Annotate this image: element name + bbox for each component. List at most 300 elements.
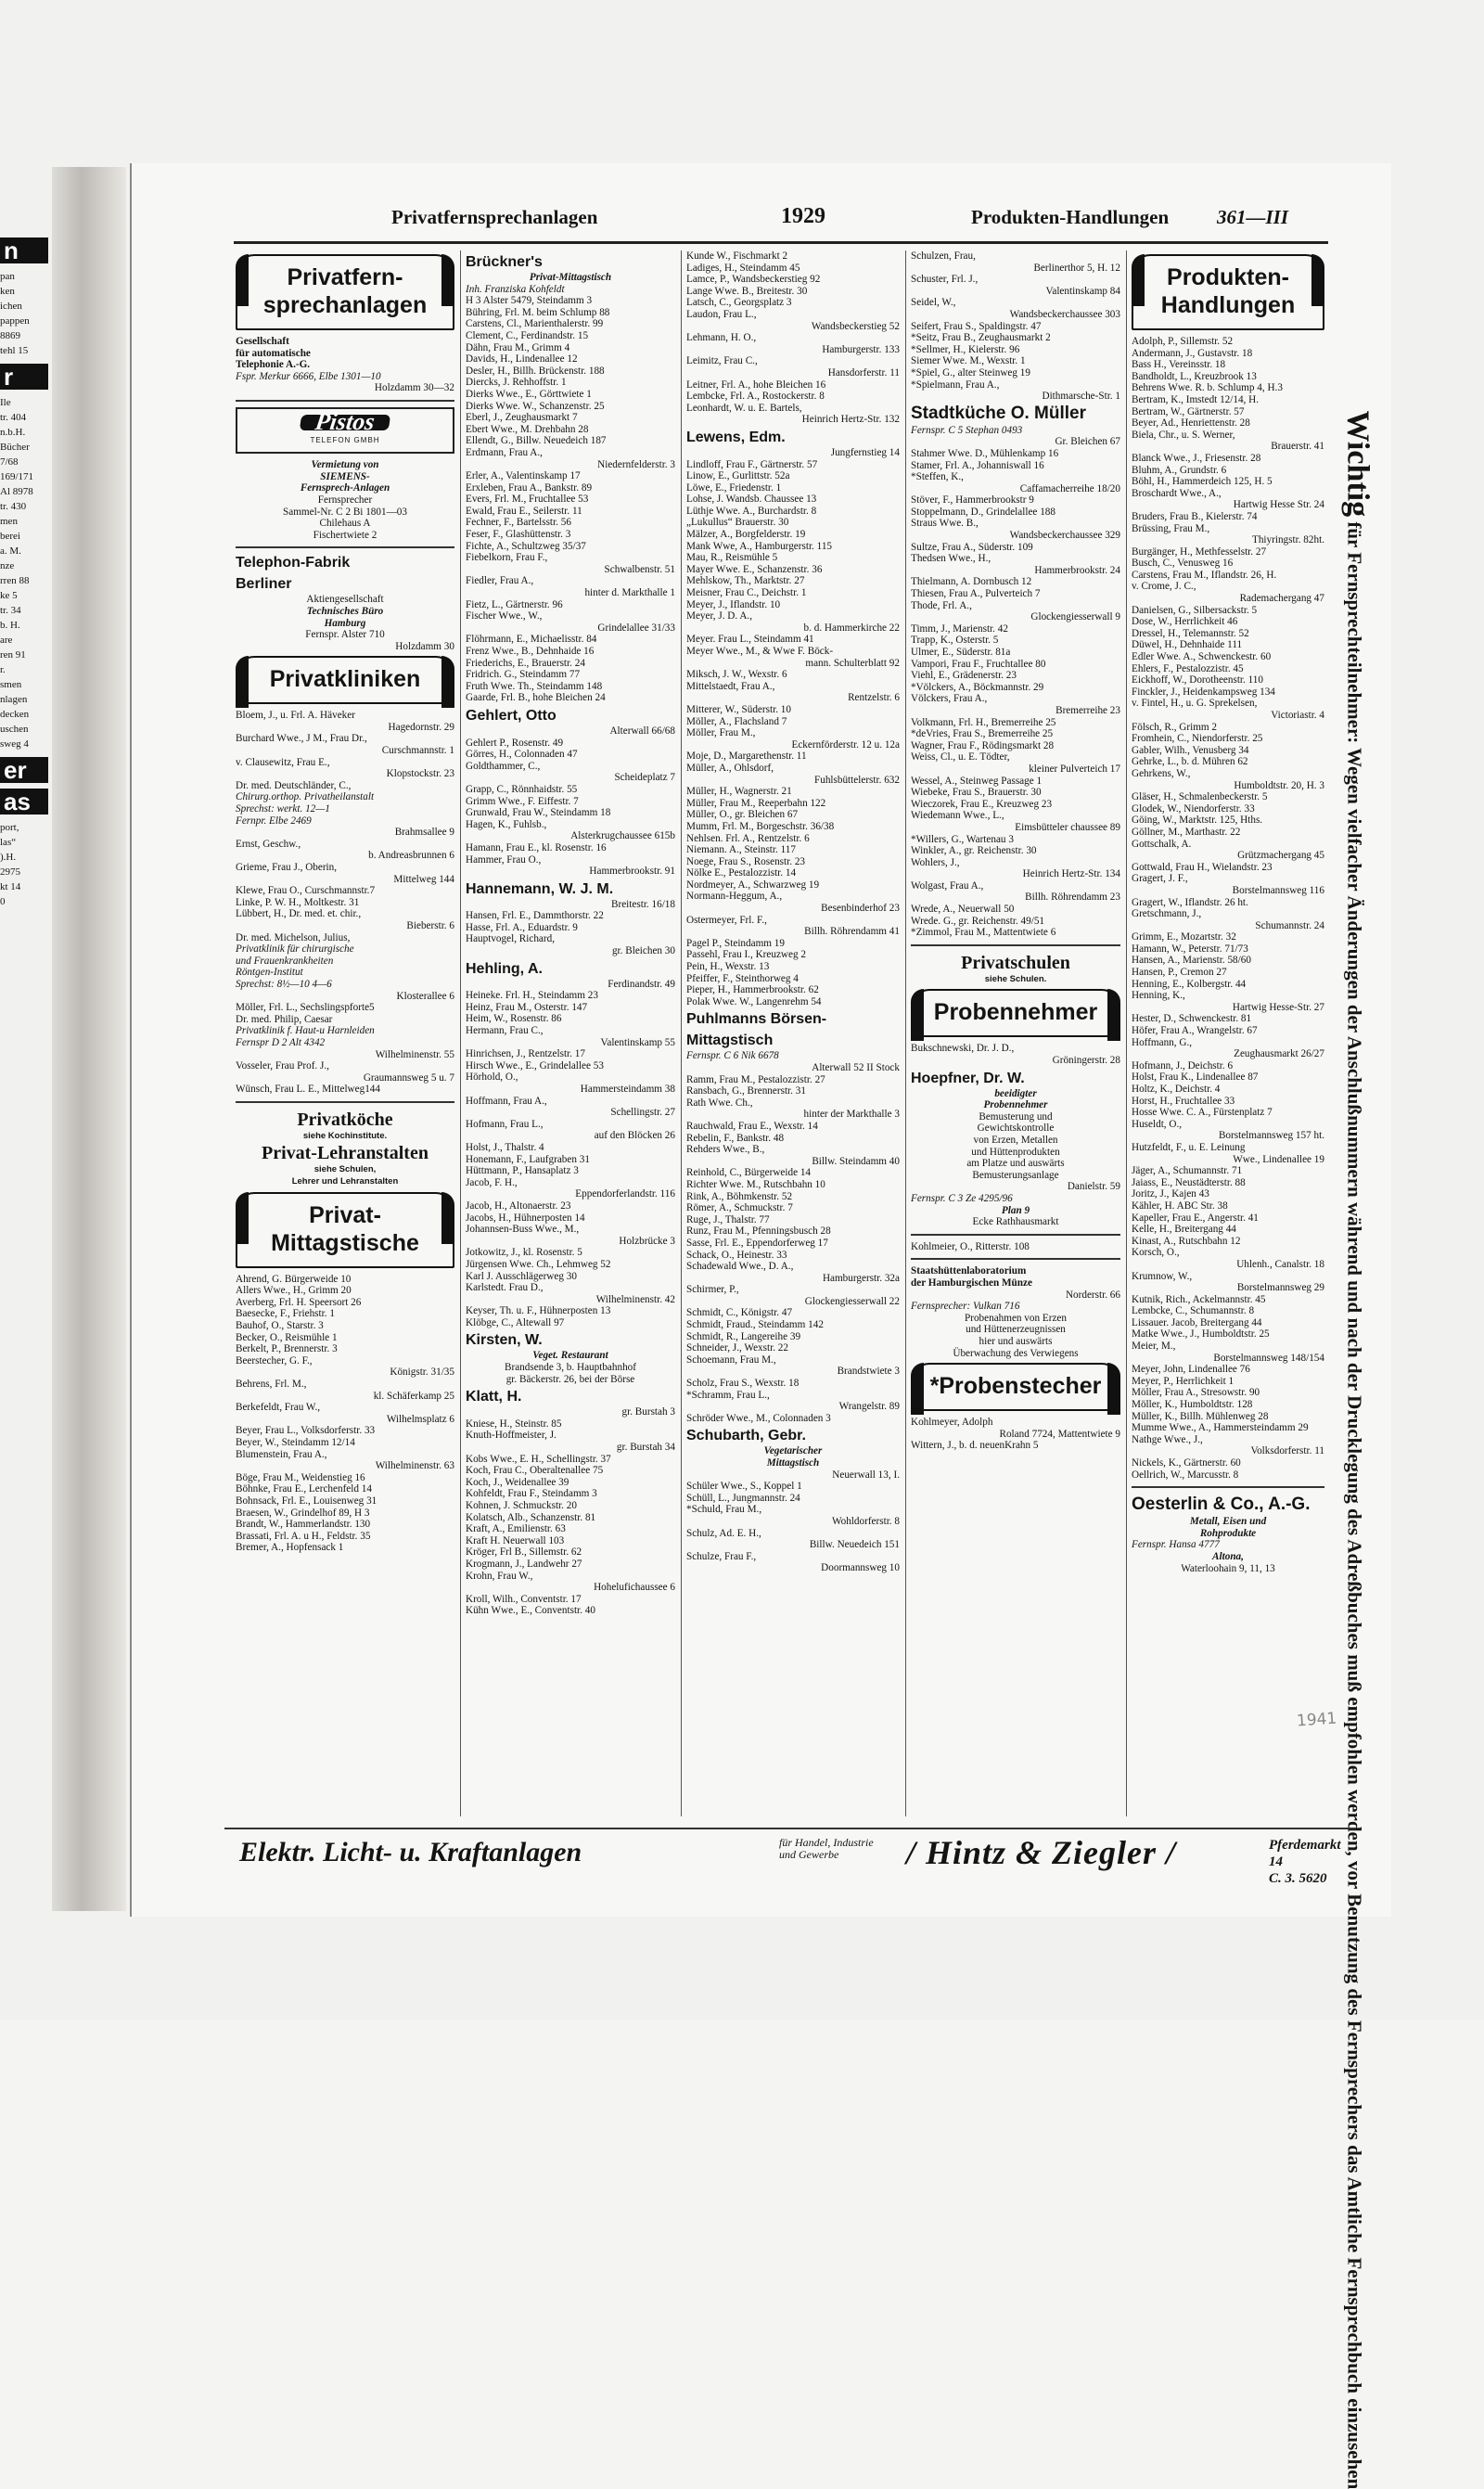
directory-entry: Nölke E., Pestalozzistr. 14: [686, 867, 797, 879]
cross-reference-note: Lehrer und Lehranstalten: [291, 1176, 399, 1187]
section-rule: [911, 1234, 1120, 1236]
directory-entry: Gläser, H., Schmalenbeckerstr. 5: [1132, 791, 1268, 803]
previous-page-fragment: smen: [0, 679, 22, 690]
column-divider: [905, 250, 906, 1816]
directory-entry-address: Hamburgerstr. 133: [822, 343, 900, 355]
directory-entry-address: Holzbrücke 3: [619, 1235, 675, 1247]
footer-ad-mid-line1: für Handel, Industrie: [779, 1836, 874, 1849]
directory-entry: Schmidt, C., Königstr. 47: [686, 1307, 793, 1319]
directory-entry: Dressel, H., Telemannstr. 52: [1132, 627, 1249, 639]
directory-entry-address: Hartwig Hesse Str. 24: [1233, 499, 1324, 511]
directory-entry-address: Holzdamm 30: [395, 640, 454, 652]
directory-entry-address: Hartwig Hesse-Str. 27: [1232, 1001, 1324, 1013]
directory-entry: Leonhardt, W. u. E. Bartels,: [686, 402, 802, 414]
directory-entry: Meisner, Frau C., Deichstr. 1: [686, 587, 807, 599]
directory-entry: Kohlmeyer, Adolph: [911, 1417, 993, 1429]
previous-page-fragment: tehl 15: [0, 345, 29, 356]
header-section-right: Produkten-Handlungen: [971, 206, 1170, 228]
directory-entry: Lüthje Wwe. A., Burchardstr. 8: [686, 505, 817, 517]
directory-entry: Allers Wwe., H., Grimm 20: [236, 1285, 352, 1297]
previous-page-fragment: tr. 430: [0, 501, 27, 512]
directory-entry: Wolgast, Frau A.,: [911, 879, 984, 892]
directory-entry-address: kleiner Pulverteich 17: [1029, 763, 1120, 775]
directory-entry: Keyser, Th. u. F., Hühnerposten 13: [466, 1305, 611, 1317]
directory-entry: Trapp, K., Osterstr. 5: [911, 635, 999, 647]
directory-entry-address: Wrangelstr. 89: [838, 1401, 900, 1413]
directory-entry-address: Thiyringstr. 82ht.: [1251, 534, 1324, 546]
directory-entry-address: Wwe., Lindenallee 19: [1233, 1153, 1324, 1165]
advertiser-detail: Sprechst: werkt. 12—1: [236, 803, 330, 815]
advertiser-name: Schubarth, Gebr.: [686, 1428, 806, 1444]
directory-entry: Hörhold, O.,: [466, 1071, 518, 1084]
directory-entry: Pieper, H., Hammerbrookstr. 62: [686, 984, 819, 996]
directory-entry: Henning, K.,: [1132, 990, 1185, 1002]
column-3: [686, 250, 900, 1818]
directory-entry: Gehlert P., Rosenstr. 49: [466, 737, 564, 749]
previous-page-fragment: sweg 4: [0, 738, 29, 750]
directory-entry: Thedsen Wwe., H.,: [911, 553, 991, 565]
directory-entry: Joritz, J., Kajen 43: [1132, 1188, 1209, 1200]
directory-entry: Ulmer, E., Süderstr. 81a: [911, 647, 1011, 658]
directory-entry: „Lukullus“ Brauerstr. 30: [686, 517, 789, 529]
advertiser-name: Staatshüttenlaboratorium: [911, 1265, 1027, 1277]
directory-entry: Wrede. G., gr. Reichenstr. 49/51: [911, 915, 1045, 927]
directory-entry: Müller, H., Wagnerstr. 21: [686, 786, 792, 798]
directory-entry: Mittelstaedt, Frau A.,: [686, 680, 775, 692]
advertiser-tagline: Veget. Restaurant: [532, 1350, 608, 1362]
directory-entry: *Steffen, K.,: [911, 471, 964, 483]
directory-entry-address: mann. Schulterblatt 92: [805, 657, 900, 669]
directory-entry: Stahmer Wwe. D., Mühlenkamp 16: [911, 447, 1059, 459]
directory-entry: Glodek, W., Niendorferstr. 33: [1132, 802, 1255, 815]
directory-entry: Feser, F., Glashüttenstr. 3: [466, 529, 571, 541]
directory-entry: Carstens, Frau M., Iflandstr. 26, H.: [1132, 569, 1277, 581]
directory-entry: Hermann, Frau C.,: [466, 1025, 544, 1037]
directory-entry-address: Wilhelminenstr. 55: [375, 1048, 454, 1060]
directory-entry-address: Wilhelminenstr. 63: [375, 1460, 454, 1472]
directory-entry: Braesen, W., Grindelhof 89, H 3: [236, 1507, 370, 1519]
directory-entry-address: Hamburgerstr. 32a: [822, 1272, 900, 1284]
directory-entry: Hoffmann, Frau A.,: [466, 1095, 547, 1107]
directory-entry: Volkmann, Frl. H., Bremerreihe 25: [911, 716, 1056, 728]
directory-entry: Lübbert, H., Dr. med. et. chir.,: [236, 908, 362, 920]
directory-entry: Stöver, F., Hammerbrookstr 9: [911, 494, 1034, 507]
directory-entry-address: hinter der Markthalle 3: [803, 1109, 900, 1121]
directory-entry: Kühn Wwe., E., Conventstr. 40: [466, 1605, 595, 1617]
directory-entry: Burchard Wwe., J M., Frau Dr.,: [236, 733, 367, 745]
directory-entry: Schüler Wwe., S., Koppel 1: [686, 1481, 802, 1493]
previous-page-fragment: r: [0, 364, 48, 390]
directory-entry: Siemer Wwe. M., Wexstr. 1: [911, 355, 1026, 367]
directory-entry: Horst, H., Fruchtallee 33: [1132, 1095, 1235, 1107]
section-rule: [911, 1258, 1120, 1260]
directory-entry-address: Breitestr. 16/18: [611, 898, 675, 910]
previous-page-fragment: uschen: [0, 724, 29, 735]
directory-entry: Stoppelmann, D., Grindelallee 188: [911, 506, 1055, 518]
directory-entry: Grieme, Frau J., Oberin,: [236, 862, 338, 873]
directory-entry: Fölsch, R., Grimm 2: [1132, 721, 1217, 733]
directory-entry: Broschardt Wwe., A.,: [1132, 487, 1222, 499]
directory-entry-address: Holzdamm 30—32: [374, 382, 454, 394]
directory-entry: Matke Wwe., J., Humboldtstr. 25: [1132, 1328, 1270, 1341]
category-heading: Privat- Mittagstische: [236, 1192, 454, 1268]
directory-entry: Sultze, Frau A., Süderstr. 109: [911, 541, 1033, 553]
directory-entry-address: Neuerwall 13, I.: [832, 1469, 900, 1481]
previous-page-fragment: pan: [0, 271, 15, 282]
previous-page-fragment: n: [0, 237, 48, 263]
directory-entry: Lissauer. Jacob, Breitergang 44: [1132, 1316, 1262, 1328]
previous-page-fragment: nze: [0, 560, 15, 571]
directory-entry-address: Billw. Neuedeich 151: [809, 1539, 900, 1551]
directory-entry: Kapeller, Frau E., Angerstr. 41: [1132, 1212, 1259, 1224]
advertiser-name: Hoepfner, Dr. W.: [911, 1070, 1025, 1086]
directory-entry: Viehl, E., Grädenerstr. 23: [911, 670, 1017, 682]
directory-entry: Gehrkens, W.,: [1132, 767, 1191, 779]
directory-entry: Baesecke, F., Friehstr. 1: [236, 1308, 335, 1320]
directory-entry: Schadewald Wwe., D. A.,: [686, 1261, 794, 1273]
side-notice-title: Wichtig: [1340, 410, 1375, 518]
header-year: 1929: [781, 204, 825, 228]
directory-entry: Lohse, J. Wandsb. Chaussee 13: [686, 494, 817, 506]
directory-entry: Hofmann, Frau L.,: [466, 1118, 544, 1130]
directory-entry: Müller, O., gr. Bleichen 67: [686, 809, 799, 821]
directory-entry: Erler, A., Valentinskamp 17: [466, 470, 581, 482]
directory-entry: Klewe, Frau O., Curschmannstr.7: [236, 885, 376, 897]
directory-entry: Göing, W., Marktstr. 125, Hths.: [1132, 815, 1263, 827]
directory-entry: Nathge Wwe., J.,: [1132, 1433, 1203, 1445]
footer-ad-address-line2: C. 3. 5620: [1269, 1871, 1327, 1886]
previous-page-fragment: kt 14: [0, 881, 21, 892]
directory-entry: Beyer, Frau L., Volksdorferstr. 33: [236, 1425, 376, 1437]
directory-entry: Meyer. Frau L., Steindamm 41: [686, 634, 814, 646]
directory-entry-address: Gr. Bleichen 67: [1055, 436, 1120, 448]
directory-entry: Wiebeke, Frau S., Brauerstr. 30: [911, 787, 1042, 799]
directory-entry: Beyer, W., Steindamm 12/14: [236, 1436, 355, 1448]
directory-entry: Schüll, L., Jungmannstr. 24: [686, 1492, 800, 1504]
directory-entry: Jacobs, H., Hühnerposten 14: [466, 1212, 585, 1224]
previous-page-fragment: ).H.: [0, 852, 17, 863]
directory-entry: Kraft, A., Emilienstr. 63: [466, 1523, 566, 1535]
directory-entry-address: Caffamacherreihe 18/20: [1019, 482, 1120, 494]
directory-entry: Jotkowitz, J., kl. Rosenstr. 5: [466, 1247, 582, 1259]
directory-entry: Fromhein, C., Niendorferstr. 25: [1132, 733, 1263, 745]
directory-entry: Seidel, W.,: [911, 297, 956, 309]
directory-entry: Möller, Frau A., Stresowstr. 90: [1132, 1387, 1260, 1399]
advertiser-detail: Waterloohain 9, 11, 13: [1181, 1562, 1275, 1574]
directory-entry-address: Berlinerthor 5, H. 12: [1033, 262, 1120, 274]
directory-entry: Fischer Wwe., W.,: [466, 610, 543, 622]
directory-entry: Kroll, Wilh., Conventstr. 17: [466, 1593, 582, 1605]
directory-entry-address: Hagedornstr. 29: [388, 721, 454, 733]
directory-entry: Diercks, J. Rehhoffstr. 1: [466, 377, 567, 389]
advertiser-name: Brückner's: [466, 254, 543, 270]
section-rule: [236, 1101, 454, 1103]
directory-entry: Lindloff, Frau F., Gärtnerstr. 57: [686, 458, 818, 470]
directory-entry: Kohnen, J. Schmuckstr. 20: [466, 1500, 577, 1511]
directory-entry: Linow, E., Gurlittstr. 52a: [686, 470, 790, 482]
directory-entry-address: Fuhlsbüttelerstr. 632: [814, 774, 900, 786]
directory-entry-address: Wilhelminenstr. 42: [595, 1293, 675, 1305]
advertiser-detail: Probenahmen von Erzen: [965, 1312, 1067, 1324]
directory-entry: Schulz, Ad. E. H.,: [686, 1527, 761, 1539]
column-2: [466, 250, 675, 1818]
directory-entry: Meyer, John, Lindenallee 76: [1132, 1364, 1250, 1376]
directory-entry: v. Fintel, H., u. G. Sprekelsen,: [1132, 698, 1258, 710]
directory-entry: Bühring, Frl. M. beim Schlump 88: [466, 306, 610, 318]
directory-entry: Gottwald, Frau H., Wielandstr. 23: [1132, 861, 1273, 873]
directory-entry: *Sellmer, H., Kielerstr. 96: [911, 343, 1020, 355]
directory-entry: Brüssing, Frau M.,: [1132, 522, 1210, 534]
directory-entry: Mitterer, W., Süderstr. 10: [686, 703, 791, 715]
directory-entry: Schröder Wwe., M., Colonnaden 3: [686, 1412, 831, 1424]
advertiser-name: für automatische: [236, 347, 311, 359]
directory-entry: Ahrend, G. Bürgerweide 10: [236, 1273, 352, 1285]
directory-entry: Kniese, H., Steinstr. 85: [466, 1418, 562, 1430]
advertiser-detail: Fernpr. Elbe 2469: [236, 815, 312, 827]
directory-entry: Eickhoff, W., Dorotheenstr. 110: [1132, 674, 1263, 686]
directory-entry: Busch, C., Venusweg 16: [1132, 558, 1234, 570]
advertiser-detail: Fernspr. Hansa 4777: [1132, 1539, 1220, 1551]
directory-entry-address: Humboldtstr. 20, H. 3: [1234, 779, 1324, 791]
directory-entry-address: Heinrich Hertz-Str. 132: [801, 414, 900, 426]
directory-entry: Meyer, J., Iflandstr. 10: [686, 598, 781, 610]
category-heading: *Probenstecher: [911, 1363, 1120, 1411]
footer-ad-left: Elektr. Licht- u. Kraftanlagen: [239, 1837, 582, 1867]
directory-entry: Lamce, P., Wandsbeckerstieg 92: [686, 274, 821, 286]
directory-entry-address: gr. Bleichen 30: [611, 945, 675, 957]
directory-entry: Schmidt, R., Langereihe 39: [686, 1330, 801, 1342]
directory-entry: Heineke. Frl. H., Steindamm 23: [466, 990, 598, 1002]
directory-entry: Noege, Frau S., Rosenstr. 23: [686, 855, 806, 867]
directory-entry: Fruth Wwe. Th., Steindamm 148: [466, 680, 603, 692]
directory-entry-address: Hammerbrookstr. 24: [1034, 564, 1120, 576]
previous-page-fragment: 169/171: [0, 471, 34, 482]
directory-entry-address: Alterwall 66/68: [609, 725, 675, 737]
directory-entry-address: Valentinskamp 55: [600, 1036, 675, 1048]
advertiser-detail: Fernspr. Alster 710: [305, 629, 385, 641]
directory-entry-address: hinter d. Markthalle 1: [584, 587, 675, 599]
directory-entry: Meier, M.,: [1132, 1341, 1176, 1353]
previous-page-fragment: ren 91: [0, 649, 26, 661]
directory-entry-address: Zeughausmarkt 26/27: [1234, 1048, 1324, 1060]
previous-page-fragment: 8869: [0, 330, 20, 341]
column-1: [236, 250, 454, 1818]
directory-entry-address: Rademachergang 47: [1239, 593, 1324, 605]
directory-entry-address: Glockengiesserwall 9: [1030, 611, 1120, 623]
previous-page-fragment: Bücher: [0, 442, 30, 453]
directory-entry: v. Clausewitz, Frau E.,: [236, 756, 330, 768]
directory-entry: Hansen, P., Cremon 27: [1132, 967, 1227, 979]
directory-entry-address: Grindelallee 31/33: [597, 622, 675, 634]
directory-entry: Laudon, Frau L.,: [686, 308, 757, 320]
directory-entry-address: Brandstwiete 3: [837, 1366, 900, 1378]
directory-entry: Winkler, A., gr. Reichenstr. 30: [911, 845, 1037, 857]
directory-entry-address: Ferdinandstr. 49: [608, 978, 675, 990]
directory-entry: Johannsen-Buss Wwe., M.,: [466, 1224, 580, 1236]
previous-page-fragment: rren 88: [0, 575, 30, 586]
directory-entry: Schmidt, Fraud., Steindamm 142: [686, 1319, 824, 1331]
previous-page-fragment: 7/68: [0, 456, 19, 468]
directory-entry: Normann-Heggum, A.,: [686, 891, 783, 903]
directory-entry: Mayer Wwe. E., Schanzenstr. 36: [686, 563, 823, 575]
directory-entry: Vosseler, Frau Prof. J.,: [236, 1060, 329, 1072]
directory-entry: Hauptvogel, Richard,: [466, 933, 556, 945]
directory-entry-address: Hohelufichaussee 6: [594, 1582, 675, 1594]
directory-entry: Gaarde, Frl. B., hohe Bleichen 24: [466, 692, 606, 704]
previous-page-fragment: Al 8978: [0, 486, 33, 497]
directory-entry: *Spiel, G., alter Steinweg 19: [911, 366, 1030, 378]
directory-entry: Böhnke, Frau E., Lerchenfeld 14: [236, 1483, 372, 1495]
advertiser-detail: Sprechst: 8½—10 4—6: [236, 978, 332, 990]
directory-entry: Andermann, J., Gustavstr. 18: [1132, 347, 1253, 359]
directory-entry: Holst, Frau K., Lindenallee 87: [1132, 1071, 1259, 1084]
section-rule: [911, 944, 1120, 946]
directory-entry-address: Borstelmannsweg 148/154: [1213, 1352, 1324, 1364]
directory-entry: Wessel, A., Steinweg Passage 1: [911, 775, 1043, 787]
previous-page-fragment: berei: [0, 531, 20, 542]
directory-entry: Ruge, J., Thalstr. 77: [686, 1213, 770, 1225]
directory-entry-address: Klopstockstr. 23: [386, 768, 454, 780]
advertiser-detail: und Hüttenprodukten: [971, 1146, 1060, 1158]
directory-entry-address: Schumannstr. 24: [1255, 919, 1324, 931]
directory-entry-address: Niedernfelderstr. 3: [597, 458, 675, 470]
advertiser-name: Hannemann, W. J. M.: [466, 880, 614, 897]
advertiser-detail: Chirurg.orthop. Privatheilanstalt: [236, 791, 375, 803]
directory-entry: Hansen, A., Marienstr. 58/60: [1132, 955, 1251, 967]
directory-entry: Hasse, Frl. A., Eduardstr. 9: [466, 921, 578, 933]
advertiser-tagline: Vegetarischer: [763, 1445, 823, 1457]
header-rule: [234, 241, 1328, 244]
advertiser-tagline: Vermietung von: [311, 459, 379, 471]
directory-entry: Heim, W., Rosenstr. 86: [466, 1013, 562, 1025]
advertiser-name: der Hamburgischen Münze: [911, 1277, 1032, 1289]
directory-entry: Ransbach, G., Brennerstr. 31: [686, 1085, 806, 1097]
advertiser-detail: Aktiengesellschaft: [306, 594, 384, 606]
directory-entry: Kohlmeier, O., Ritterstr. 108: [911, 1240, 1030, 1252]
advertiser-name: Kirsten, W.: [466, 1332, 543, 1349]
directory-entry: Vampori, Frau F., Fruchtallee 80: [911, 658, 1046, 670]
directory-entry: Beerstecher, G. F.,: [236, 1354, 313, 1366]
directory-entry: Kelle, H., Breitergang 44: [1132, 1224, 1236, 1236]
previous-page-fragment: pappen: [0, 315, 30, 327]
directory-entry: Ernst, Geschw.,: [236, 838, 301, 850]
directory-entry-address: Königstr. 31/35: [390, 1366, 454, 1379]
directory-entry: Carstens, Cl., Marienthalerstr. 99: [466, 318, 604, 330]
previous-page-fragment: as: [0, 789, 48, 815]
directory-entry-address: Danielstr. 59: [1067, 1181, 1120, 1193]
cross-reference-heading: Privat-Lehranstalten: [262, 1143, 429, 1164]
directory-entry: Blumenstein, Frau A.,: [236, 1448, 327, 1460]
pencil-annotation: 1941: [1296, 1709, 1337, 1731]
directory-entry-address: Heinrich Hertz-Str. 134: [1022, 868, 1120, 880]
cross-reference-note: siehe Kochinstitute.: [302, 1130, 388, 1141]
previous-page-fragment: las“: [0, 837, 17, 848]
advertiser-detail: Fernsprecher: Vulkan 716: [911, 1301, 1020, 1313]
directory-entry: Wiedemann Wwe., L.,: [911, 810, 1004, 822]
directory-entry: Timm, J., Marienstr. 42: [911, 622, 1008, 635]
directory-entry-address: Mittelweg 144: [393, 873, 454, 885]
directory-entry-address: Uhlenh., Canalstr. 18: [1236, 1258, 1324, 1270]
directory-entry-address: Gröningerstr. 28: [1052, 1055, 1120, 1067]
directory-entry: Bremer, A., Hopfensack 1: [236, 1542, 344, 1554]
advertiser-detail: Bemusterung und: [979, 1110, 1053, 1123]
footer-ad-company: / Hintz & Ziegler /: [906, 1834, 1177, 1871]
directory-entry: Desler, H., Billh. Brückenstr. 188: [466, 365, 605, 377]
running-header: [234, 206, 1328, 234]
directory-entry: Möller, K., Humboldtstr. 128: [1132, 1399, 1253, 1411]
directory-entry: Danielsen, G., Silbersackstr. 5: [1132, 604, 1258, 616]
directory-entry: Lembcke, Frl. A., Rostockerstr. 8: [686, 391, 825, 403]
directory-entry: Ehlers, F., Pestalozzistr. 45: [1132, 662, 1244, 674]
directory-entry: Klöbge, C., Altewall 97: [466, 1316, 565, 1328]
directory-entry: Bertram, W., Gärtnerstr. 57: [1132, 405, 1245, 417]
directory-entry: Hirsch Wwe., E., Grindelallee 53: [466, 1059, 604, 1071]
directory-entry: *Zimmol, Frau M., Mattentwiete 6: [911, 927, 1056, 939]
directory-entry: Grimm Wwe., F. Eiffestr. 7: [466, 795, 579, 807]
advertiser-tagline: Technisches Büro: [306, 605, 384, 617]
directory-entry: Bauhof, O., Starstr. 3: [236, 1320, 324, 1332]
directory-entry: Bloem, J., u. Frl. A. Häveker: [236, 710, 355, 722]
directory-entry: Gragert, J. F.,: [1132, 873, 1188, 885]
directory-entry: Fridrich. G., Steindamm 77: [466, 669, 581, 681]
previous-page-fragment: men: [0, 516, 18, 527]
side-notice: [1328, 395, 1384, 2489]
previous-page-fragment: nlagen: [0, 694, 28, 705]
directory-entry: Schirmer, P.,: [686, 1284, 739, 1296]
directory-entry: Bass H., Vereinsstr. 18: [1132, 359, 1226, 371]
directory-entry: Jäger, A., Schumannstr. 71: [1132, 1165, 1243, 1177]
directory-entry: Henning, E., Kolbergstr. 44: [1132, 978, 1247, 990]
previous-page-fragment: b. H.: [0, 620, 20, 631]
directory-entry-address: Schwalbenstr. 51: [604, 563, 675, 575]
directory-entry: Kinast, A., Rutschbahn 12: [1132, 1235, 1241, 1247]
directory-entry: Dierks Wwe. W., Schanzenstr. 25: [466, 400, 605, 412]
column-divider: [681, 250, 682, 1816]
previous-page-fragment: n.b.H.: [0, 427, 26, 438]
directory-entry: Korsch, O.,: [1132, 1247, 1180, 1259]
directory-entry-address: Brahmsallee 9: [394, 827, 454, 839]
directory-entry: Dähn, Frau M., Grimm 4: [466, 341, 570, 353]
directory-entry: Wrede, A., Neuerwall 50: [911, 904, 1015, 916]
directory-entry: Böhl, H., Hammerdeich 125, H. 5: [1132, 476, 1273, 488]
directory-entry: Richter Wwe. M., Rutschbahn 10: [686, 1178, 825, 1190]
directory-entry: Friederichs, E., Brauerstr. 24: [466, 657, 585, 669]
directory-entry: Bluhm, A., Grundstr. 6: [1132, 464, 1227, 476]
directory-entry: Düwel, H., Dehnhaide 111: [1132, 639, 1243, 651]
directory-entry: Wieczorek, Frau E., Kreuzweg 23: [911, 798, 1053, 810]
directory-entry: Lange Wwe. B., Breitestr. 30: [686, 285, 808, 297]
directory-entry: H 3 Alster 5479, Steindamm 3: [466, 295, 593, 307]
directory-entry: Bohnsack, Frl. E., Louisenweg 31: [236, 1495, 377, 1507]
directory-entry: Runz, Frau M., Pfenningsbusch 28: [686, 1225, 831, 1238]
directory-entry-address: Hammerbrookstr. 91: [589, 866, 675, 878]
column-4: [911, 250, 1120, 1818]
directory-entry: Heinz, Frau M., Osterstr. 147: [466, 1001, 588, 1013]
directory-entry-address: kl. Schäferkamp 25: [373, 1390, 454, 1402]
directory-page: [130, 163, 1391, 2489]
directory-entry-address: Alsterkrugchaussee 615b: [570, 830, 675, 842]
directory-entry-address: Glockengiesserwall 22: [804, 1295, 900, 1307]
advertiser-detail: Fernspr D 2 Alt 4342: [236, 1036, 326, 1048]
directory-entry: Koch, Frau C., Oberaltenallee 75: [466, 1465, 604, 1477]
previous-page-fragment: decken: [0, 709, 30, 720]
directory-entry: v. Crome, J. C.,: [1132, 581, 1196, 593]
directory-entry: Burgänger, H., Methfesselstr. 27: [1132, 545, 1267, 558]
previous-page-edge: [0, 232, 48, 1874]
directory-entry: Kohfeldt, Frau F., Steindamm 3: [466, 1488, 597, 1500]
column-divider: [460, 250, 461, 1816]
advertiser-name: Gehlert, Otto: [466, 707, 556, 724]
